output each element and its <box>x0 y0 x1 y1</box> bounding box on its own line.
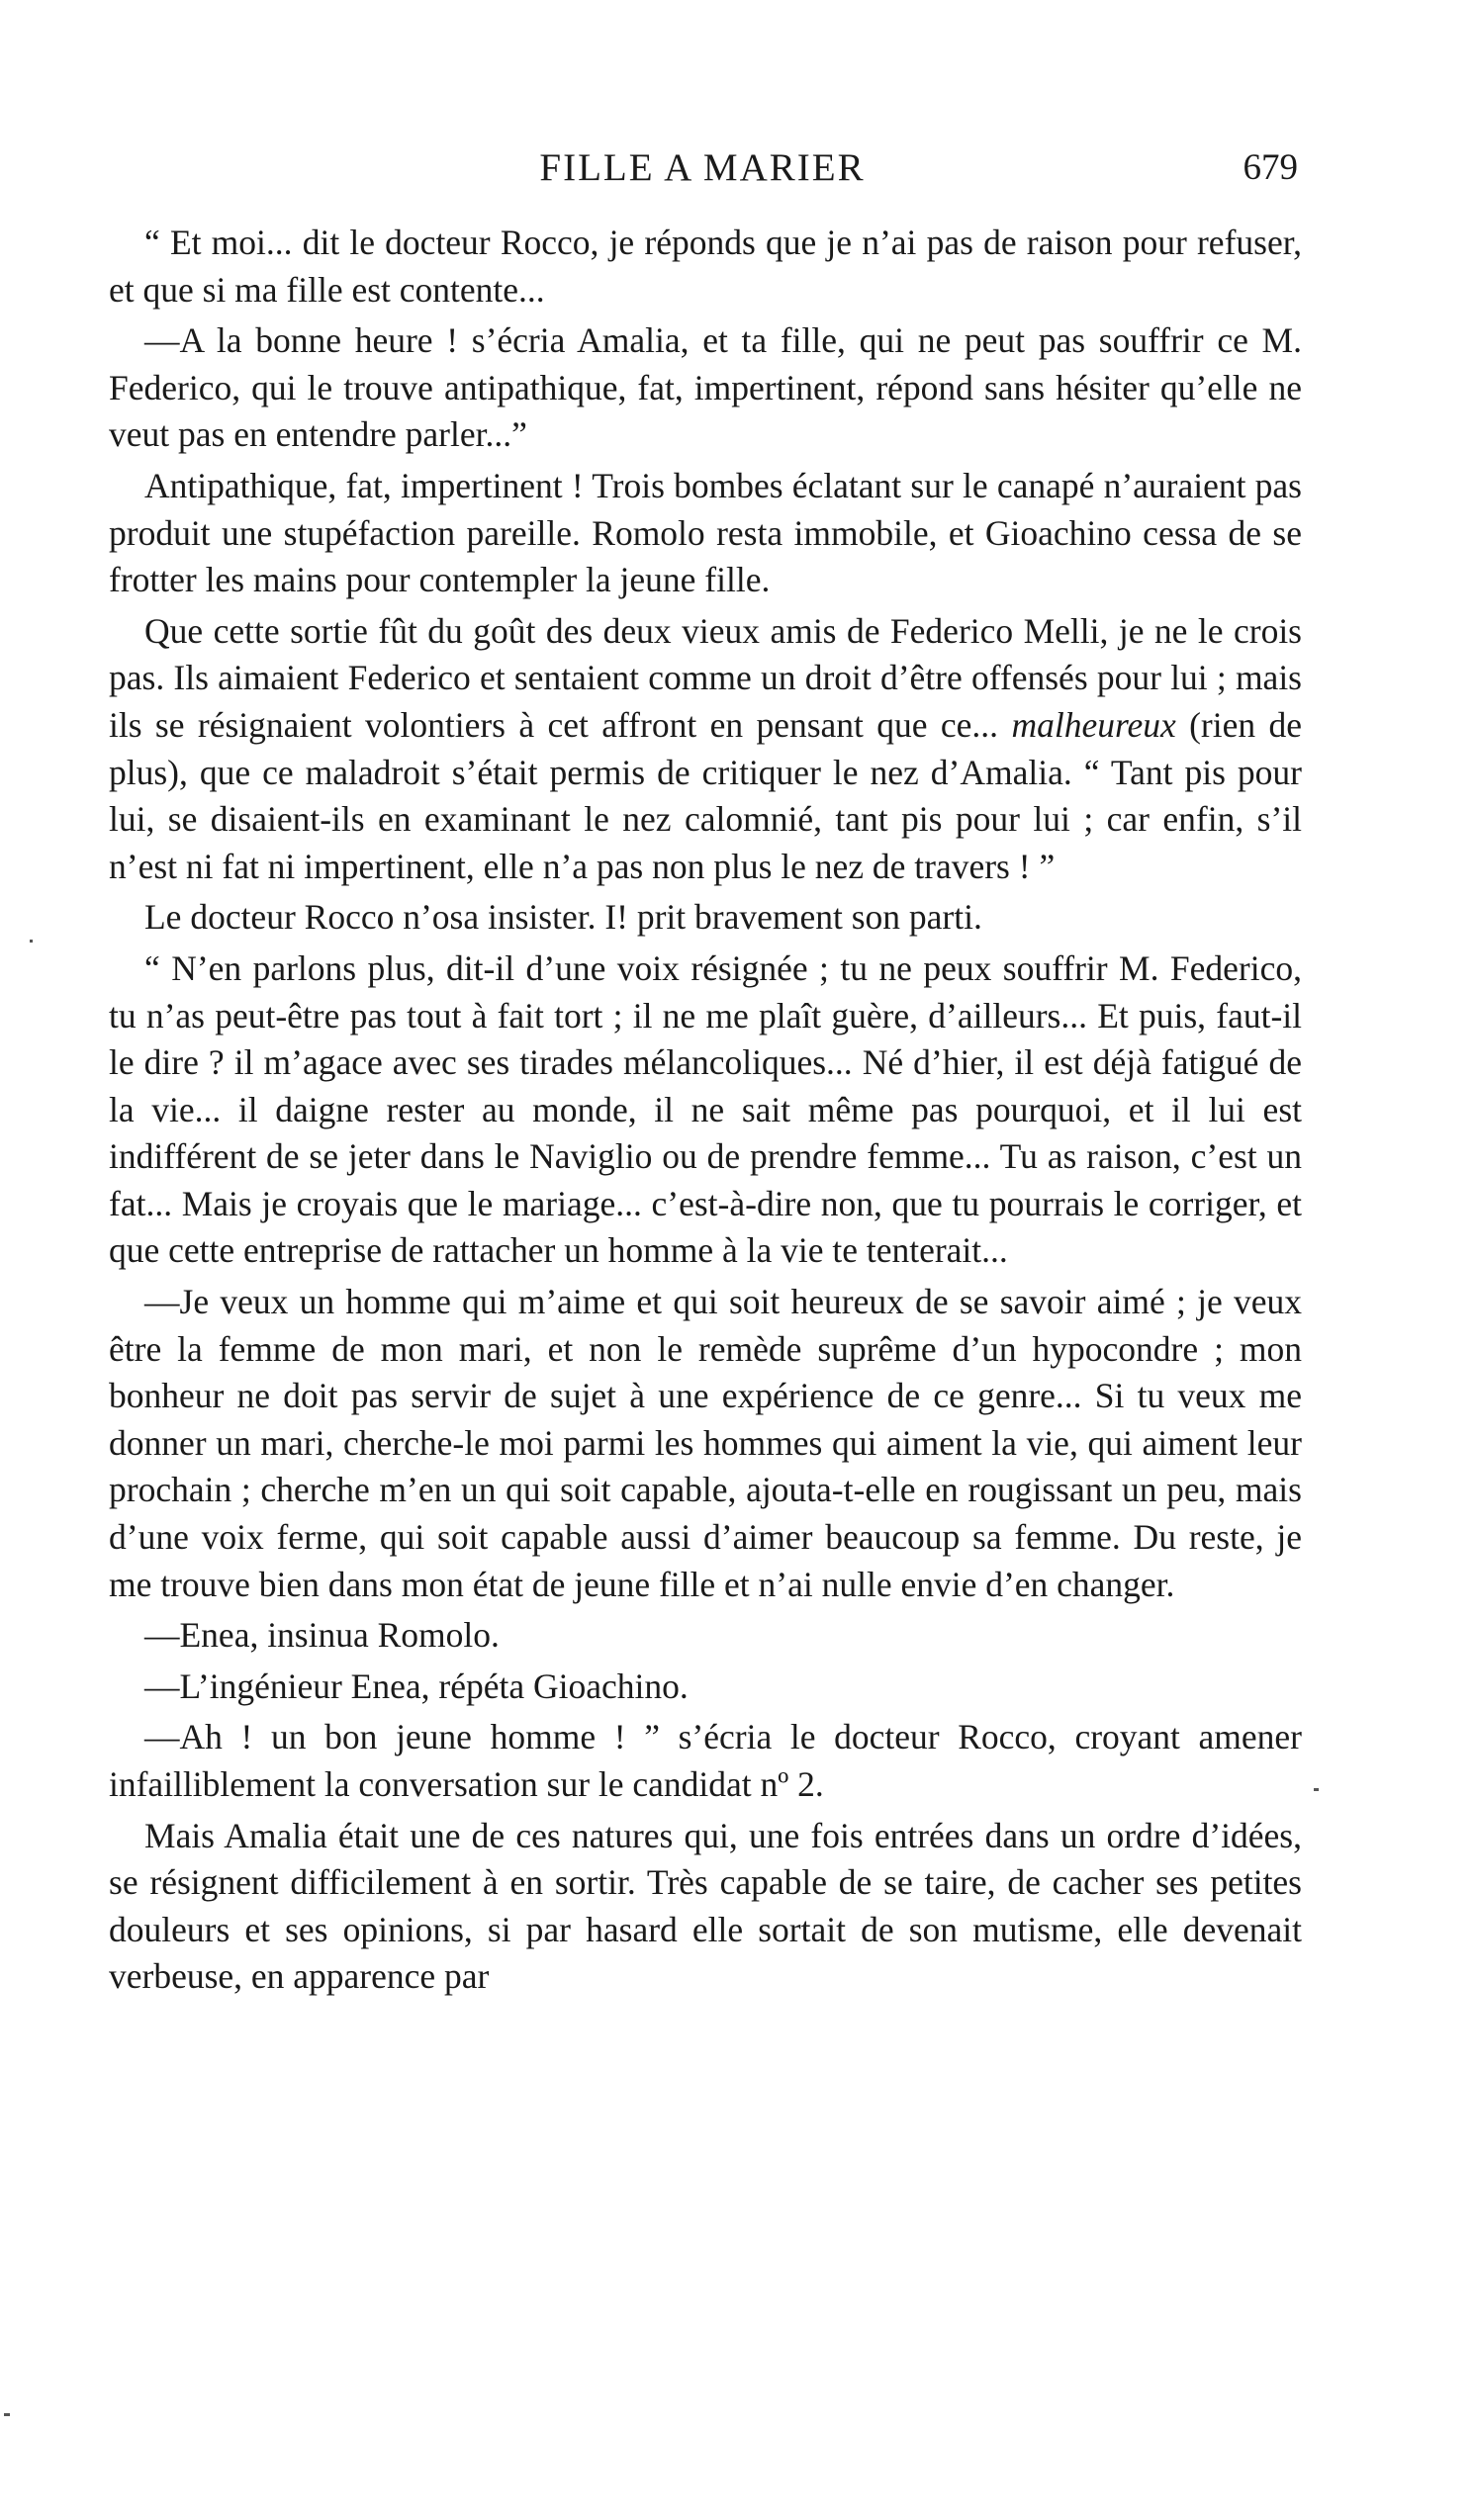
scan-speck <box>1314 1788 1319 1791</box>
page-number: 679 <box>1243 147 1298 188</box>
paragraph: Le docteur Rocco n’osa insister. I! prit bravement son parti. <box>144 897 982 938</box>
paragraph: —Ah ! un bon jeune homme ! ” s’écria le docteur Rocco, croyant amener infailliblement la conversation sur le candidat nº 2. <box>109 1717 1302 1804</box>
paragraph: —Enea, insinua Romolo. <box>144 1615 500 1656</box>
paragraph <box>109 608 1302 891</box>
paragraph: —A la bonne heure ! s’écria Amalia, et ta fille, qui ne peut pas souffrir ce M. Federico, qui le trouve antipathique, fat, impertinent, répond sans hésiter qu’elle ne veut pas en entendre parler...” <box>109 320 1302 455</box>
paragraph: “ N’en parlons plus, dit-il d’une voix résignée ; tu ne peux souffrir M. Federico, tu n’as peut-être pas tout à fait tort ; il ne me plaît guère, d’ailleurs... Et puis, faut-il le dire ? il m’agace avec ses tirades mélancoliques... Né d’hier, il est déjà fatigué de la vie... il daigne rester au monde, il ne sait même pas pourquoi, et il lui est indifférent de se jeter dans le Naviglio ou de prendre femme... Tu as raison, c’est un fat... Mais je croyais que le mariage... c’est-à-dire non, que tu pourrais le corriger, et que cette entreprise de rattacher un homme à la vie te tenterait... <box>109 947 1302 1271</box>
paragraph: Mais Amalia était une de ces natures qui, une fois entrées dans un ordre d’idées, se résignent difficilement à en sortir. Très capable de se taire, de cacher ses petites douleurs et ses opinions, si par hasard elle sortait de son mutisme, elle devenait verbeuse, en apparence par <box>109 1815 1302 1997</box>
paragraph: —Je veux un homme qui m’aime et qui soit heureux de se savoir aimé ; je veux être la femme de mon mari, et non le remède suprême d’un hypocondre ; mon bonheur ne doit pas servir de sujet à une expérience de ce genre... Si tu veux me donner un mari, cherche-le moi parmi les hommes qui aiment la vie, qui aiment leur prochain ; cherche m’en un qui soit capable, ajouta-t-elle en rougissant un peu, mais d’une voix ferme, qui soit capable aussi d’aimer beaucoup sa femme. Du reste, je me trouve bien dans mon état de jeune fille et n’ai nulle envie d’en changer. <box>109 1282 1302 1604</box>
paragraph: —L’ingénieur Enea, répéta Gioachino. <box>144 1665 689 1706</box>
scan-speck <box>30 940 33 943</box>
italic-word: malheureux <box>1011 704 1176 745</box>
running-title: FILLE A MARIER <box>539 146 866 189</box>
paragraph-text: Que cette sortie fût du goût des deux vieux amis de Federico Melli, je ne le crois pas. Ils aimaient Federico et sentaient comme un droit d’être offensés pour lui ; mais ils se résignaient volontiers à cet affront en pensant que ce... <box>109 610 1302 745</box>
paragraph-text: (rien de plus), que ce maladroit s’était permis de critiquer le nez d’Amalia. “ Tant pis pour lui, se disaient-ils en examinant le nez calomnié, tant pis pour lui ; car enfin, s’il n’est ni fat ni impertinent, elle n’a pas non plus le nez de travers ! ” <box>109 704 1302 886</box>
paragraph: “ Et moi... dit le docteur Rocco, je réponds que je n’ai pas de raison pour refuser, et que si ma fille est contente... <box>109 223 1302 310</box>
body-text <box>109 220 1302 2005</box>
running-head <box>107 138 1298 198</box>
scan-speck <box>4 2413 10 2416</box>
paragraph: Antipathique, fat, impertinent ! Trois bombes éclatant sur le canapé n’auraient pas produit une stupéfaction pareille. Romolo resta immobile, et Gioachino cessa de se frotter les mains pour contempler la jeune fille. <box>109 465 1302 600</box>
